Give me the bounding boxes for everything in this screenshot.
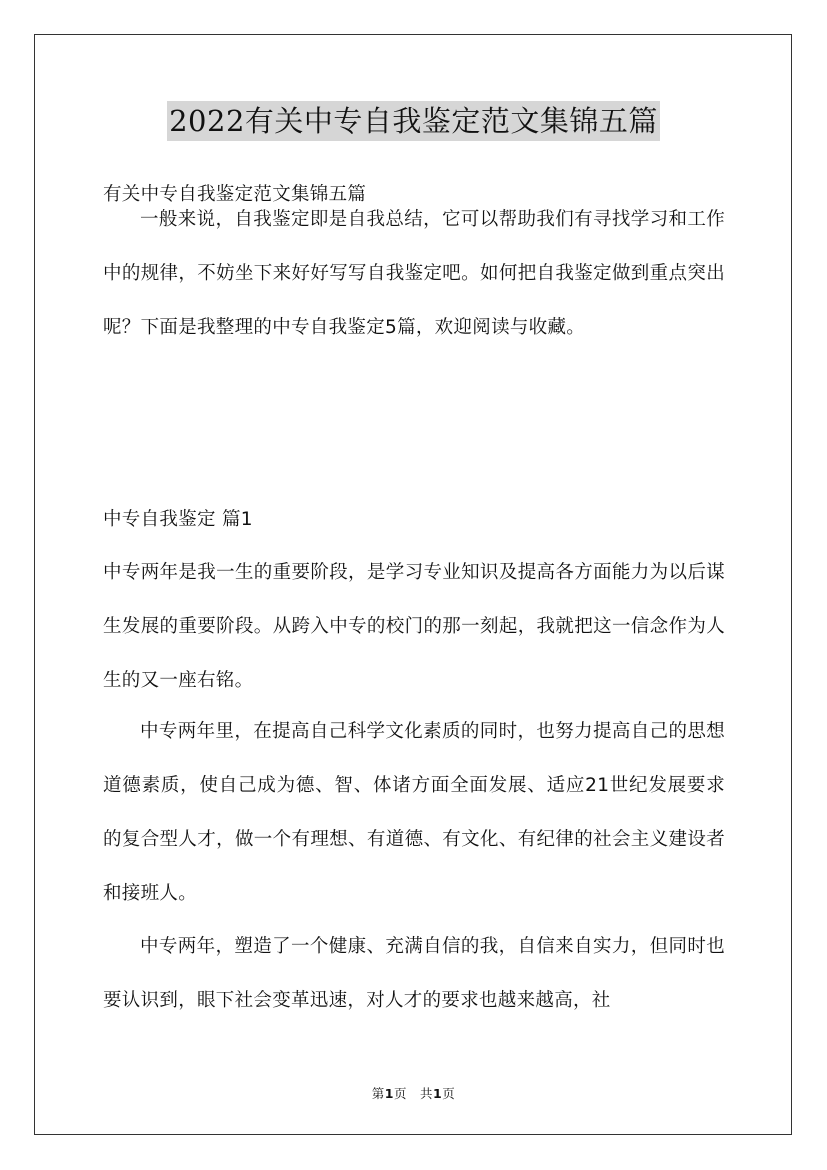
footer-page-prefix: 第 (371, 1086, 385, 1101)
document-title: 2022有关中专自我鉴定范文集锦五篇 (167, 101, 660, 141)
section-heading: 中专自我鉴定 篇1 (103, 509, 253, 530)
title-container (0, 101, 827, 141)
intro-paragraph: 一般来说，自我鉴定即是自我总结，它可以帮助我们有寻找学习和工作中的规律，不妨坐下来好好写写自我鉴定吧。如何把自我鉴定做到重点突出呢？下面是我整理的中专自我鉴定5篇，欢迎阅读与收藏。 (103, 209, 725, 338)
document-subtitle: 有关中专自我鉴定范文集锦五篇 (103, 184, 367, 205)
page-footer (0, 1084, 827, 1102)
footer-page-total: 1 (433, 1086, 443, 1101)
body-paragraph-3: 中专两年，塑造了一个健康、充满自信的我，自信来自实力，但同时也要认识到，眼下社会变革迅速，对人才的要求也越来越高，社 (103, 936, 725, 1011)
body-paragraph-1: 中专两年是我一生的重要阶段，是学习专业知识及提高各方面能力为以后谋生发展的重要阶段。从跨入中专的校门的那一刻起，我就把这一信念作为人生的又一座右铭。 (103, 562, 725, 691)
footer-page-mid: 页 共 (393, 1086, 433, 1101)
body-paragraph-2: 中专两年里，在提高自己科学文化素质的同时，也努力提高自己的思想道德素质，使自己成为德、智、体诸方面全面发展、适应21世纪发展要求的复合型人才，做一个有理想、有道德、有文化、有纪律的社会主义建设者和接班人。 (103, 721, 725, 904)
footer-page-current: 1 (384, 1086, 394, 1101)
footer-page-suffix: 页 (442, 1086, 456, 1101)
